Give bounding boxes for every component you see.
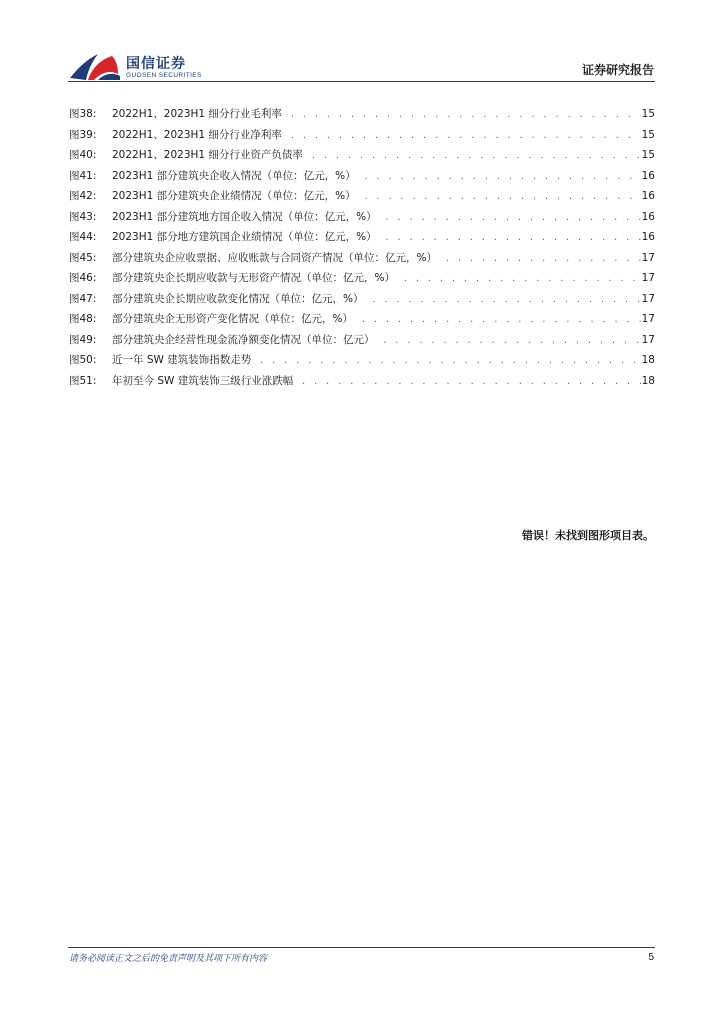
figure-list-item[interactable] <box>69 289 655 310</box>
footer-disclaimer: 请务必阅读正文之后的免责声明及其项下所有内容 <box>69 954 268 964</box>
dot-leader <box>356 167 641 188</box>
figure-list-item[interactable] <box>69 145 655 166</box>
figure-title[interactable]: 年初至今 SW 建筑装饰三级行业涨跌幅 <box>112 374 294 387</box>
figure-title[interactable]: 2023H1 部分建筑央企收入情况（单位：亿元，%） <box>112 169 356 182</box>
page-header <box>0 0 724 90</box>
figure-number: 图42: <box>69 190 97 202</box>
figure-list-item[interactable] <box>69 268 655 289</box>
dot-leader <box>377 228 641 249</box>
figure-page-number[interactable]: 17 <box>641 313 655 325</box>
header-divider <box>68 81 655 82</box>
dot-leader <box>282 126 641 147</box>
page-number: 5 <box>648 952 654 963</box>
figure-number: 图39: <box>69 128 97 141</box>
figure-title[interactable]: 部分建筑央企无形资产变化情况（单位：亿元，%） <box>112 313 353 325</box>
figure-title[interactable]: 2022H1、2023H1 细分行业净利率 <box>112 128 282 141</box>
figure-title[interactable]: 部分建筑央企长期应收款变化情况（单位：亿元，%） <box>112 292 364 305</box>
figure-page-number[interactable]: 16 <box>641 169 655 182</box>
figure-list-item[interactable] <box>69 350 655 371</box>
figure-title[interactable]: 2023H1 部分地方建筑国企业绩情况（单位：亿元，%） <box>112 231 377 243</box>
figure-page-number[interactable]: 15 <box>641 149 655 161</box>
figure-number: 图43: <box>69 210 97 223</box>
figure-list-item[interactable] <box>69 330 655 351</box>
footer-divider <box>68 947 655 948</box>
dot-leader <box>251 351 641 372</box>
figure-list-item[interactable] <box>69 207 655 228</box>
dot-leader <box>303 146 641 167</box>
dot-leader <box>356 187 641 208</box>
figure-page-number[interactable]: 17 <box>641 251 655 264</box>
guosen-logo <box>68 50 228 84</box>
figure-page-number[interactable]: 15 <box>641 108 655 120</box>
figure-number: 图47: <box>69 292 97 305</box>
figure-number: 图51: <box>69 374 97 387</box>
figure-page-number[interactable]: 17 <box>641 333 655 346</box>
figure-title[interactable]: 部分建筑央企应收票据、应收账款与合同资产情况（单位：亿元，%） <box>112 251 437 264</box>
figure-list <box>69 104 655 391</box>
guosen-logo-icon <box>68 50 124 84</box>
figure-title[interactable]: 部分建筑央企长期应收款与无形资产情况（单位：亿元，%） <box>112 272 395 284</box>
dot-leader <box>353 310 641 331</box>
dot-leader <box>363 290 641 311</box>
figure-page-number[interactable]: 18 <box>641 374 655 387</box>
figure-page-number[interactable]: 18 <box>641 354 655 366</box>
figure-number: 图46: <box>69 272 97 284</box>
figure-list-item[interactable] <box>69 309 655 330</box>
figure-number: 图48: <box>69 313 97 325</box>
logo-chinese-name: 国信证券 <box>126 56 186 72</box>
figure-number: 图49: <box>69 333 97 346</box>
figure-title[interactable]: 2023H1 部分建筑地方国企收入情况（单位：亿元，%） <box>112 210 377 223</box>
figure-title[interactable]: 2022H1、2023H1 细分行业资产负债率 <box>112 149 303 161</box>
figure-list-item[interactable] <box>69 125 655 146</box>
reference-error-note: 错误！未找到图形项目表。 <box>522 529 654 542</box>
figure-list-item[interactable] <box>69 227 655 248</box>
dot-leader <box>377 208 641 229</box>
dot-leader <box>293 372 641 393</box>
figure-title[interactable]: 2023H1 部分建筑央企业绩情况（单位：亿元，%） <box>112 190 356 202</box>
dot-leader <box>282 105 641 126</box>
figure-number: 图45: <box>69 251 97 264</box>
figure-number: 图44: <box>69 231 97 243</box>
dot-leader <box>375 331 642 352</box>
figure-page-number[interactable]: 17 <box>641 272 655 284</box>
figure-list-item[interactable] <box>69 104 655 125</box>
dot-leader <box>437 249 641 270</box>
dot-leader <box>395 269 641 290</box>
figure-page-number[interactable]: 15 <box>641 128 655 141</box>
figure-page-number[interactable]: 16 <box>641 210 655 223</box>
figure-list-item[interactable] <box>69 371 655 392</box>
figure-number: 图38: <box>69 108 97 120</box>
figure-title[interactable]: 2022H1、2023H1 细分行业毛利率 <box>112 108 282 120</box>
figure-page-number[interactable]: 16 <box>641 231 655 243</box>
figure-title[interactable]: 部分建筑央企经营性现金流净额变化情况（单位：亿元） <box>112 333 375 346</box>
figure-list-item[interactable] <box>69 166 655 187</box>
figure-number: 图41: <box>69 169 97 182</box>
report-type-label: 证券研究报告 <box>581 63 654 77</box>
figure-list-item[interactable] <box>69 248 655 269</box>
logo-english-name: GUOSEN SECURITIES <box>126 72 202 79</box>
figure-number: 图50: <box>69 354 97 366</box>
figure-number: 图40: <box>69 149 97 161</box>
figure-list-item[interactable] <box>69 186 655 207</box>
figure-page-number[interactable]: 17 <box>641 292 655 305</box>
figure-page-number[interactable]: 16 <box>641 190 655 202</box>
figure-title[interactable]: 近一年 SW 建筑装饰指数走势 <box>112 354 252 366</box>
